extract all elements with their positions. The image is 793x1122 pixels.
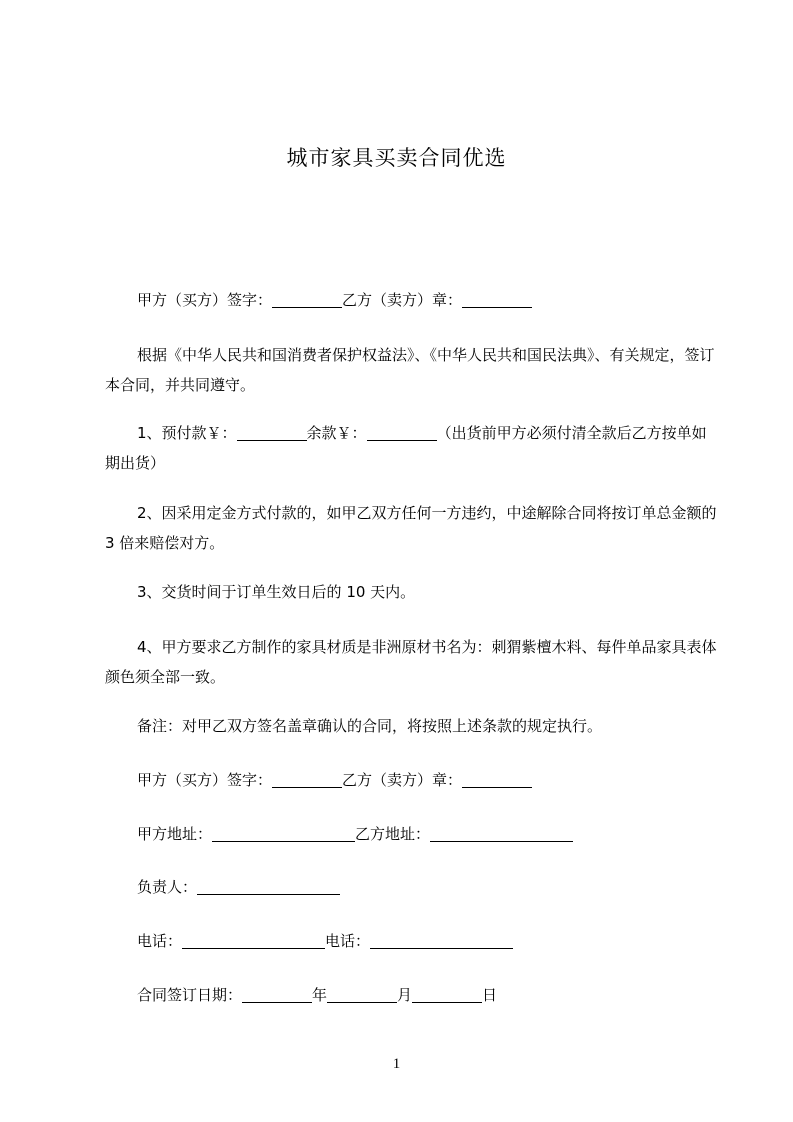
party-a-address-label: 甲方地址：: [137, 825, 213, 843]
prepayment-blank[interactable]: [237, 424, 307, 441]
person-in-charge-blank[interactable]: [197, 878, 340, 895]
person-in-charge-line: [105, 872, 721, 902]
month-label: 月: [397, 986, 413, 1004]
party-a-phone-blank[interactable]: [182, 932, 325, 949]
clause-3: 3、交货时间于订单生效日后的 10 天内。: [137, 583, 416, 601]
person-in-charge-label: 负责人：: [137, 878, 198, 896]
signing-date-label: 合同签订日期：: [137, 986, 243, 1004]
intro-paragraph: 根据《中华人民共和国消费者保护权益法》、《中华人民共和国民法典》、有关规定，签订本合同，并共同遵守。: [105, 346, 715, 394]
party-b-address-blank[interactable]: [430, 825, 573, 842]
clause-1-note: （出货前甲方必须付清全款后乙方按单如期出货）: [105, 424, 707, 472]
party-b-address-label: 乙方地址：: [355, 825, 431, 843]
party-a-address-blank[interactable]: [212, 825, 355, 842]
balance-label: 余款￥：: [306, 424, 367, 442]
year-label: 年: [312, 986, 328, 1004]
party-a-signature-label-bottom: 甲方（买方）签字：: [137, 771, 273, 789]
party-b-phone-label: 电话：: [325, 932, 371, 950]
page-number: 1: [392, 1056, 401, 1072]
address-line: [105, 819, 721, 849]
clause-4: 4、甲方要求乙方制作的家具材质是非洲原材书名为：刺猬紫檀木料、每件单品家具表体颜色须全部一致。: [105, 638, 717, 686]
party-b-seal-label: 乙方（卖方）章：: [342, 291, 463, 309]
day-label: 日: [482, 986, 498, 1004]
party-a-signature-label: 甲方（买方）签字：: [137, 291, 273, 309]
party-a-signature-blank[interactable]: [272, 291, 342, 308]
month-blank[interactable]: [327, 986, 397, 1003]
balance-blank[interactable]: [367, 424, 437, 441]
party-b-phone-blank[interactable]: [370, 932, 513, 949]
day-blank[interactable]: [412, 986, 482, 1003]
signature-line-bottom: [105, 765, 721, 795]
party-b-seal-blank-bottom[interactable]: [462, 771, 532, 788]
signature-line-top: [105, 285, 721, 315]
document-title: 城市家具买卖合同优选: [286, 146, 507, 170]
party-a-signature-blank-bottom[interactable]: [272, 771, 342, 788]
signing-date-line: [105, 980, 721, 1010]
clause-2: 2、因采用定金方式付款的，如甲乙双方任何一方违约，中途解除合同将按订单总金额的 3 倍来赔偿对方。: [105, 504, 717, 552]
year-blank[interactable]: [242, 986, 312, 1003]
party-a-phone-label: 电话：: [137, 932, 183, 950]
party-b-seal-label-bottom: 乙方（卖方）章：: [342, 771, 463, 789]
prepayment-label: 1、预付款￥：: [137, 424, 237, 442]
phone-line: [105, 926, 721, 956]
note-paragraph: 备注：对甲乙双方签名盖章确认的合同，将按照上述条款的规定执行。: [137, 717, 603, 735]
clause-1: [105, 418, 717, 478]
party-b-seal-blank[interactable]: [462, 291, 532, 308]
